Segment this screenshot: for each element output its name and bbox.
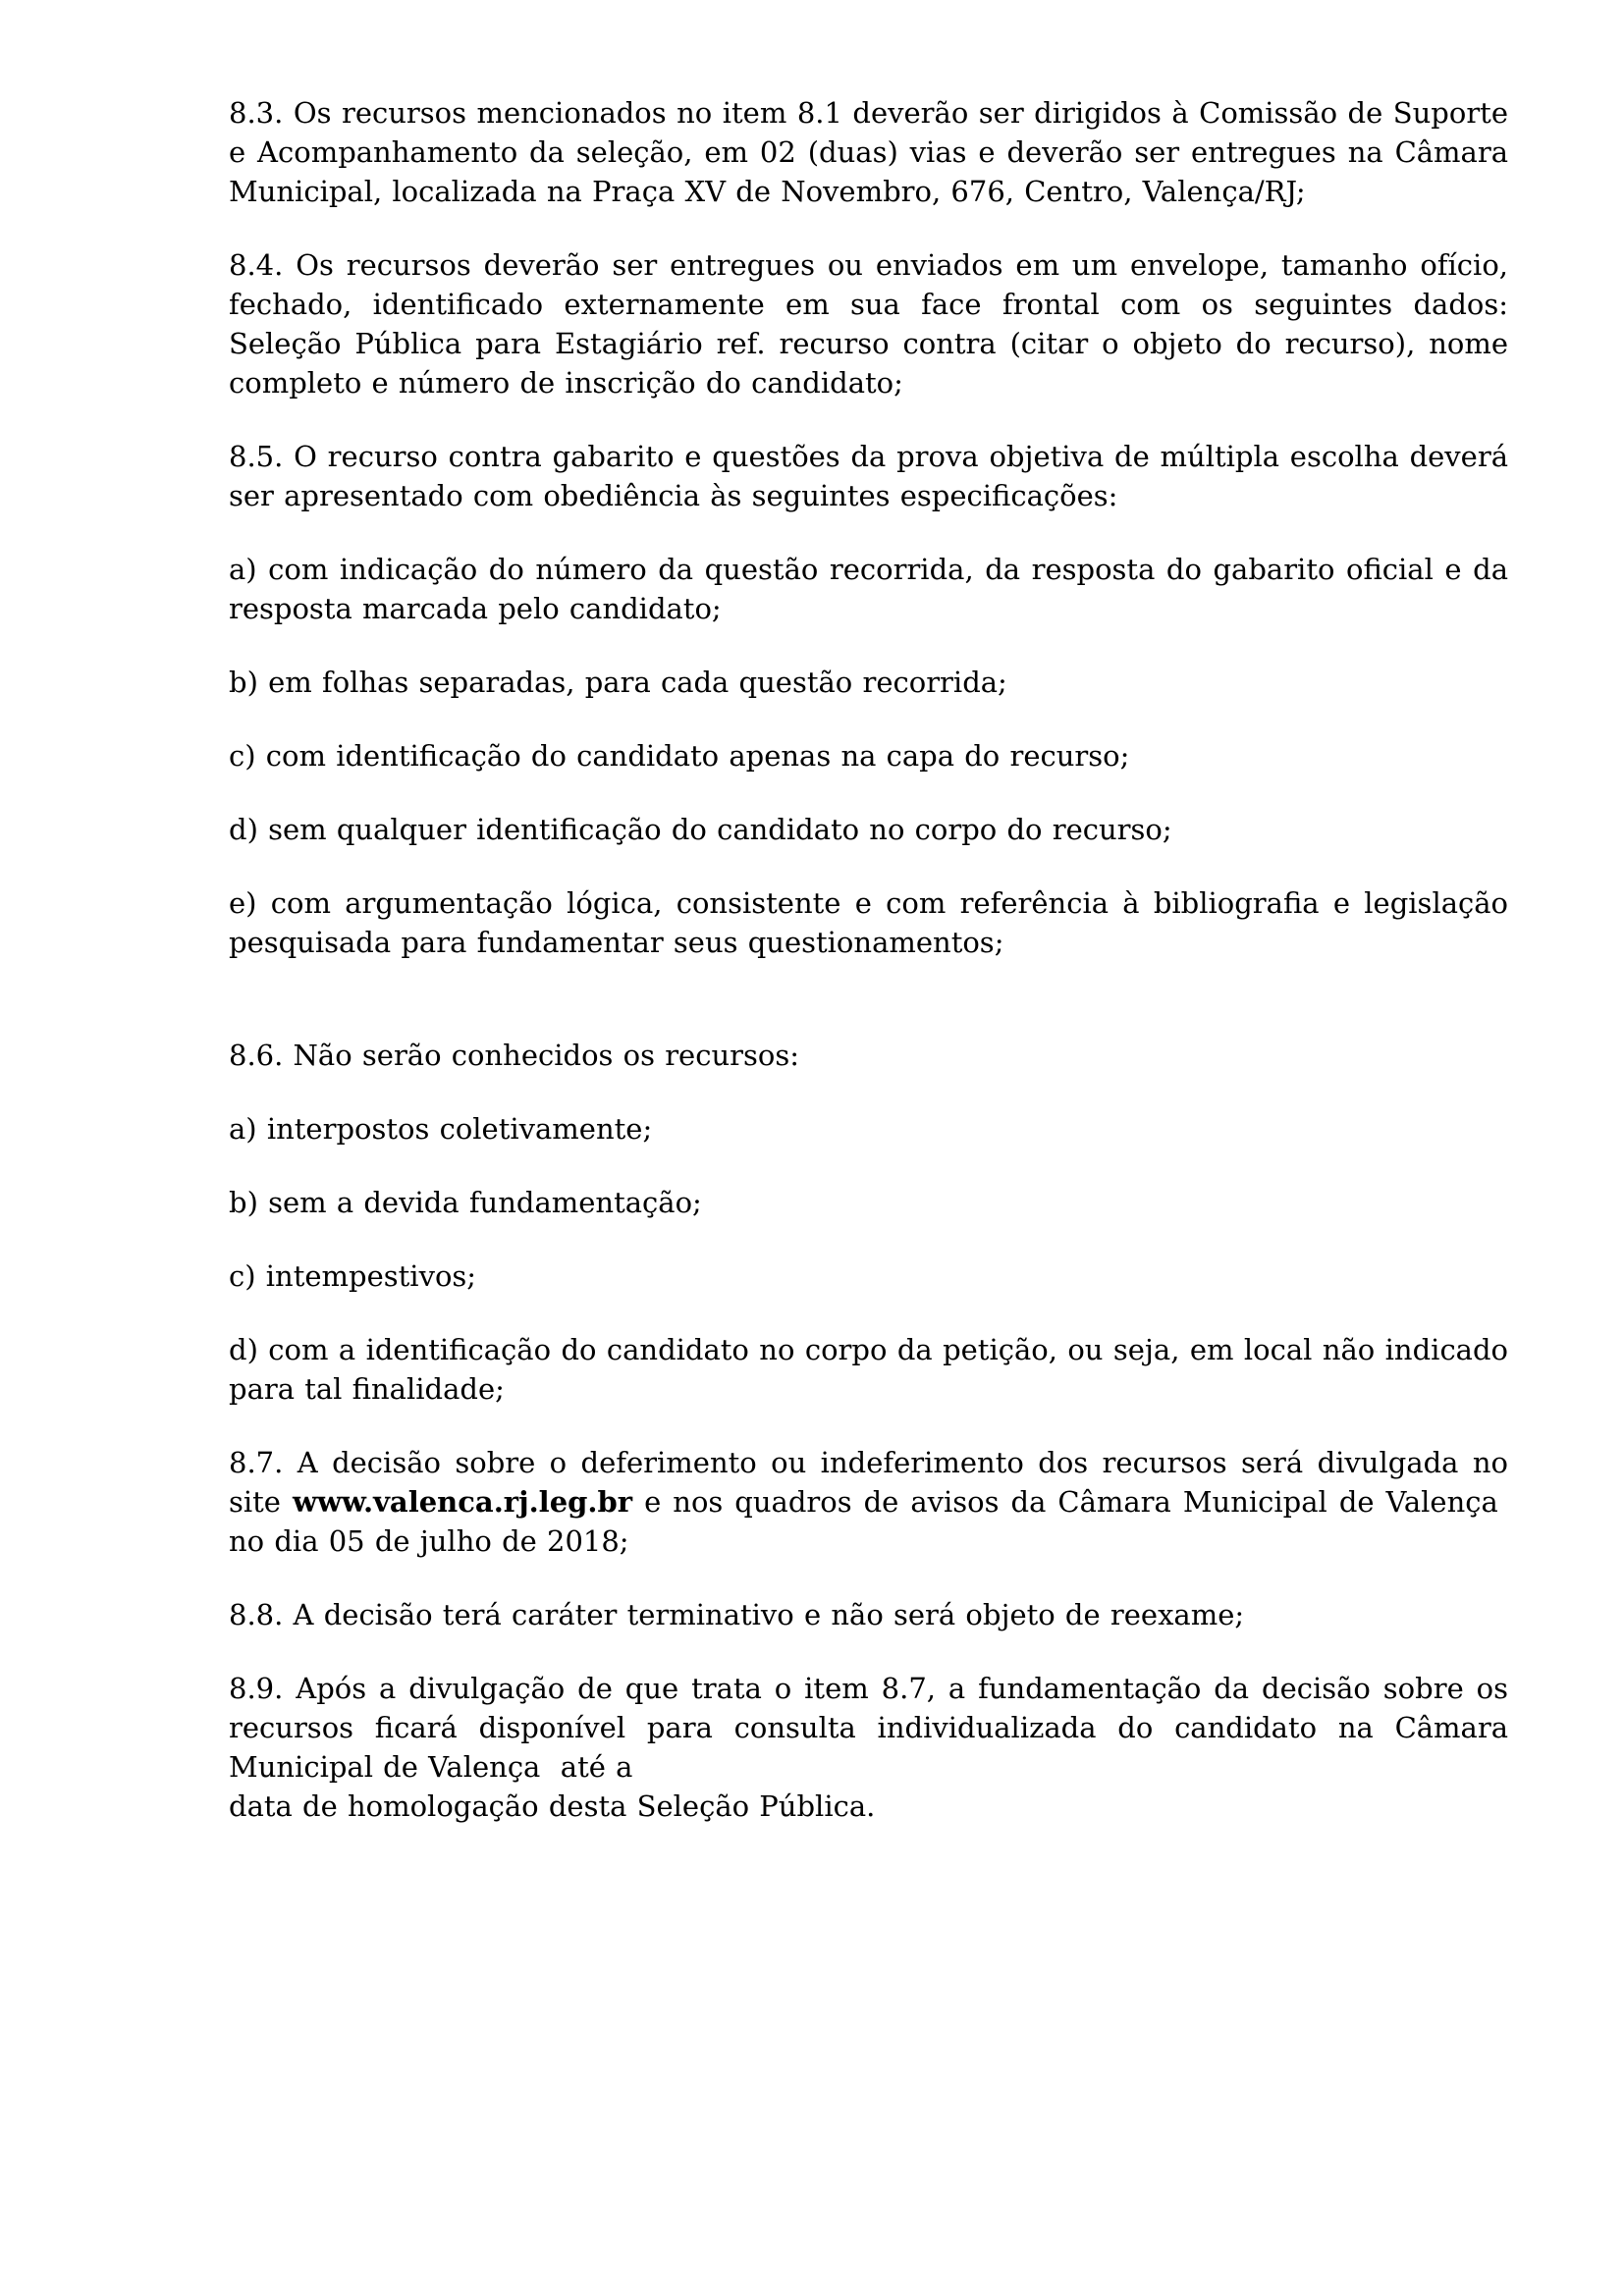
paragraph-8-8: 8.8. A decisão terá caráter terminativo e não será objeto de reexame; [229,1598,1245,1631]
paragraph-8-7-text-after-url: e nos quadros de avisos da Câmara Municipal de Valença no dia 05 de julho de 2018; [229,1485,1508,1558]
paragraph-8-9-line-1: 8.9. Após a divulgação de que trata o item 8.7, a fundamentação da decisão sobre os recursos ficará disponível para consulta individualizada do candidato na Câmara Municipal de Valença até a [229,1672,1508,1784]
list-item-8-5-d: d) sem qualquer identificação do candidato no corpo do recurso; [229,813,1172,846]
paragraph-8-4: 8.4. Os recursos deverão ser entregues ou enviados em um envelope, tamanho ofício, fechado, identificado externamente em sua face frontal com os seguintes dados: Seleção Pública para Estagiário ref. recurso contra (citar o objeto do recurso), nome completo e número de inscrição do candidato; [229,248,1508,400]
paragraph-8-6: 8.6. Não serão conhecidos os recursos: [229,1039,799,1072]
list-item-8-6-c: c) intempestivos; [229,1259,477,1293]
list-item-8-5-a: a) com indicação do número da questão recorrida, da resposta do gabarito oficial e da resposta marcada pelo candidato; [229,553,1508,625]
paragraph-8-7-text-before-url: 8.7. A decisão sobre o deferimento ou indeferimento dos recursos será divulgada no site [229,1446,1508,1519]
website-url: www.valenca.rj.leg.br [293,1485,633,1519]
list-item-8-6-d: d) com a identificação do candidato no corpo da petição, ou seja, em local não indicado para tal finalidade; [229,1333,1508,1406]
paragraph-8-9 [229,1669,1508,1826]
paragraph-8-5: 8.5. O recurso contra gabarito e questões da prova objetiva de múltipla escolha deverá ser apresentado com obediência às seguintes especificações: [229,440,1508,512]
list-item-8-5-b: b) em folhas separadas, para cada questão recorrida; [229,666,1007,699]
list-item-8-6-b: b) sem a devida fundamentação; [229,1186,702,1219]
list-item-8-6-a: a) interpostos coletivamente; [229,1112,653,1146]
list-item-8-5-e: e) com argumentação lógica, consistente e com referência à bibliografia e legislação pesquisada para fundamentar seus questionamentos; [229,886,1508,959]
list-item-8-5-c: c) com identificação do candidato apenas na capa do recurso; [229,739,1130,773]
paragraph-8-3: 8.3. Os recursos mencionados no item 8.1 deverão ser dirigidos à Comissão de Suporte e Acompanhamento da seleção, em 02 (duas) vias e deverão ser entregues na Câmara Municipal, localizada na Praça XV de Novembro, 676, Centro, Valença/RJ; [229,96,1508,208]
paragraph-8-7 [229,1443,1508,1561]
paragraph-8-9-line-2: data de homologação desta Seleção Pública. [229,1789,876,1823]
